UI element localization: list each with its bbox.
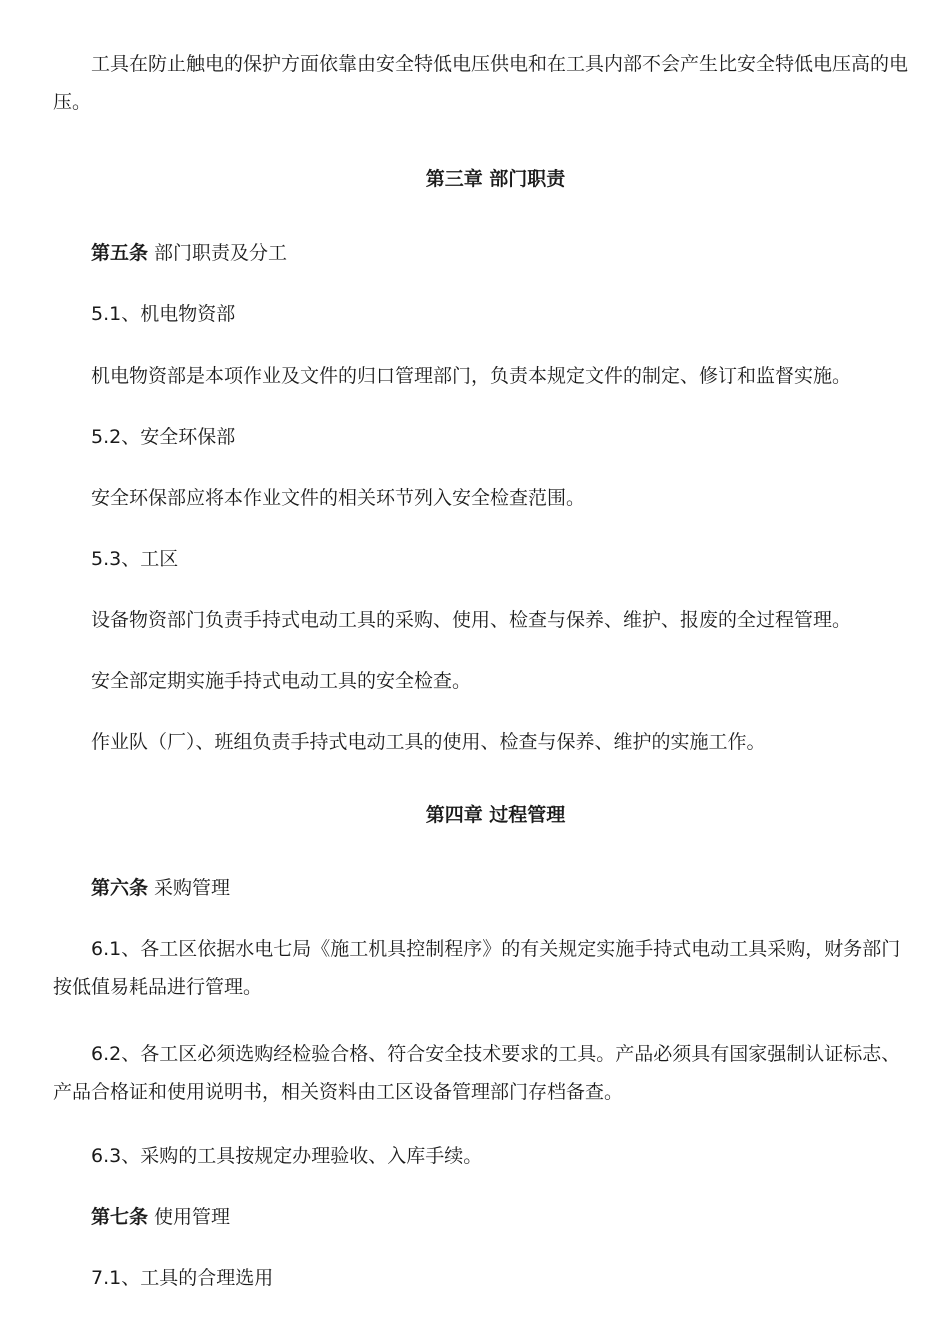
chapter-4-title: 第四章 过程管理	[425, 804, 566, 826]
article-5-label: 第五条	[91, 242, 149, 264]
section-5-3-text-c: 作业队（厂）、班组负责手持式电动工具的使用、检查与保养、维护的实施工作。	[91, 731, 766, 753]
article-7-heading	[53, 1198, 910, 1236]
section-5-2-text: 安全环保部应将本作业文件的相关环节列入安全检查范围。	[91, 487, 586, 509]
section-6-1: 6.1、各工区依据水电七局《施工机具控制程序》的有关规定实施手持式电动工具采购，财务部门按低值易耗品进行管理。	[53, 938, 901, 998]
section-5-3: 5.3、工区	[91, 548, 179, 570]
intro-paragraph: 工具在防止触电的保护方面依靠由安全特低电压供电和在工具内部不会产生比安全特低电压高的电压。	[53, 53, 909, 113]
section-6-2: 6.2、各工区必须选购经检验合格、符合安全技术要求的工具。产品必须具有国家强制认证标志、产品合格证和使用说明书，相关资料由工区设备管理部门存档备查。	[53, 1043, 901, 1103]
section-6-3: 6.3、采购的工具按规定办理验收、入库手续。	[91, 1145, 483, 1167]
section-5-2: 5.2、安全环保部	[91, 426, 236, 448]
article-7-text: 使用管理	[148, 1206, 231, 1228]
chapter-3-title: 第三章 部门职责	[425, 168, 566, 190]
article-6-heading	[53, 869, 910, 907]
section-5-3-text-b: 安全部定期实施手持式电动工具的安全检查。	[91, 670, 472, 692]
section-5-3-text-a: 设备物资部门负责手持式电动工具的采购、使用、检查与保养、维护、报废的全过程管理。	[91, 609, 852, 631]
section-5-1-text: 机电物资部是本项作业及文件的归口管理部门，负责本规定文件的制定、修订和监督实施。	[91, 365, 852, 387]
article-5-text: 部门职责及分工	[148, 242, 288, 264]
section-7-1: 7.1、工具的合理选用	[91, 1267, 274, 1289]
article-5-heading	[53, 234, 910, 272]
section-5-1: 5.1、机电物资部	[91, 303, 236, 325]
article-7-label: 第七条	[91, 1206, 149, 1228]
article-6-text: 采购管理	[148, 877, 231, 899]
article-6-label: 第六条	[91, 877, 149, 899]
